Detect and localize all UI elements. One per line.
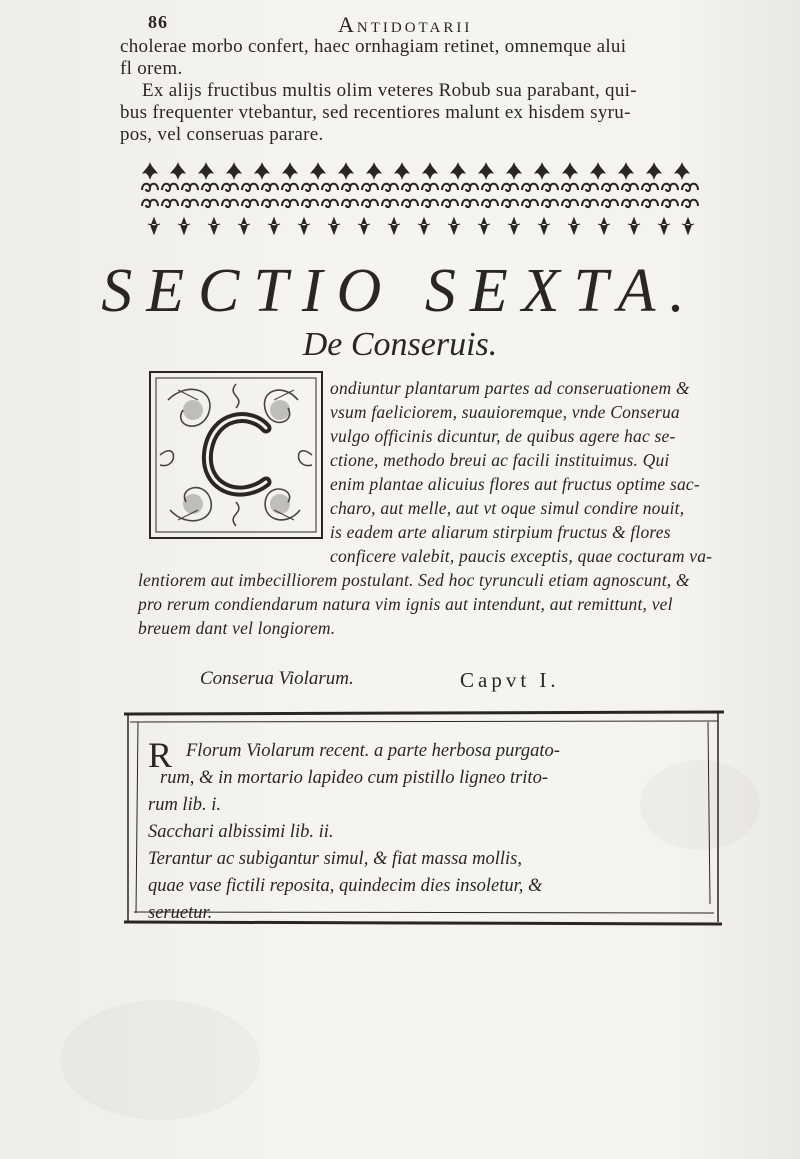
running-title: Antidotarii — [338, 12, 473, 37]
text-line: pos, vel conseruas parare. — [120, 124, 324, 145]
chapter-heading — [200, 668, 720, 698]
recipe-text — [148, 738, 688, 927]
recipe-line: Florum Violarum recent. a parte herbosa purgato- — [186, 741, 560, 761]
body-text-beside-initial — [330, 376, 724, 568]
text-line: fl orem. — [120, 58, 183, 79]
page-header — [148, 12, 708, 36]
paragraph-2 — [120, 80, 720, 146]
chapter-label: Conserua Violarum. — [200, 668, 354, 689]
ornament-row-middle — [142, 184, 698, 207]
text-line: bus frequenter vtebantur, sed recentiores malunt ex hisdem syru- — [120, 102, 631, 123]
section-subtitle: De Conseruis. — [302, 326, 498, 363]
text-line: ondiuntur plantarum partes ad conseruationem & — [330, 378, 690, 398]
paragraph-1 — [120, 36, 720, 80]
text-line: lentiorem aut imbecilliorem postulant. Sed hoc tyrunculi etiam agnoscunt, & — [138, 570, 690, 590]
text-line: pro rerum condiendarum natura vim ignis aut intendunt, aut remittunt, vel — [138, 594, 673, 614]
chapter-number: Capvt I. — [460, 668, 560, 692]
recipe-sign: R — [148, 735, 173, 775]
ornament-row-top — [142, 162, 690, 180]
text-line: cholerae morbo confert, haec ornhagiam retinet, omnemque alui — [120, 36, 627, 57]
fleuron-ornament-band — [140, 156, 700, 242]
section-title: SECTIO SEXTA. — [101, 257, 699, 325]
text-line: charo, aut melle, aut vt oque simul condire nouit, — [330, 498, 685, 518]
text-line: vsum faeliciorem, suauioremque, vnde Conserua — [330, 402, 680, 422]
recipe-line: Sacchari albissimi lib. ii. — [148, 822, 334, 842]
text-line: breuem dant vel longiorem. — [138, 618, 336, 638]
text-line: conficere valebit, paucis exceptis, quae cocturam va- — [330, 546, 713, 566]
text-line: ctione, methodo breui ac facili instituimus. Qui — [330, 450, 670, 470]
text-line: Ex alijs fructibus multis olim veteres Robub sua parabant, qui- — [142, 80, 637, 101]
ornament-row-bottom — [148, 218, 694, 234]
text-line: enim plantae alicuius flores aut fructus optime sac- — [330, 474, 700, 494]
recipe-line: seruetur. — [148, 903, 213, 923]
body-text-full-width — [138, 568, 728, 640]
paper-stain — [60, 1000, 260, 1120]
recipe-line: rum, & in mortario lapideo cum pistillo ligneo trito- — [160, 768, 548, 788]
text-line: is eadem arte aliarum stirpium fructus & flores — [330, 522, 671, 542]
recipe-line: rum lib. i. — [148, 795, 221, 815]
recipe-line: quae vase fictili reposita, quindecim dies insoletur, & — [148, 876, 543, 896]
text-line: vulgo officinis dicuntur, de quibus agere hac se- — [330, 426, 676, 446]
decorated-initial-c — [148, 370, 324, 540]
recipe-line: Terantur ac subigantur simul, & fiat massa mollis, — [148, 849, 522, 869]
folio-number: 86 — [148, 12, 168, 32]
